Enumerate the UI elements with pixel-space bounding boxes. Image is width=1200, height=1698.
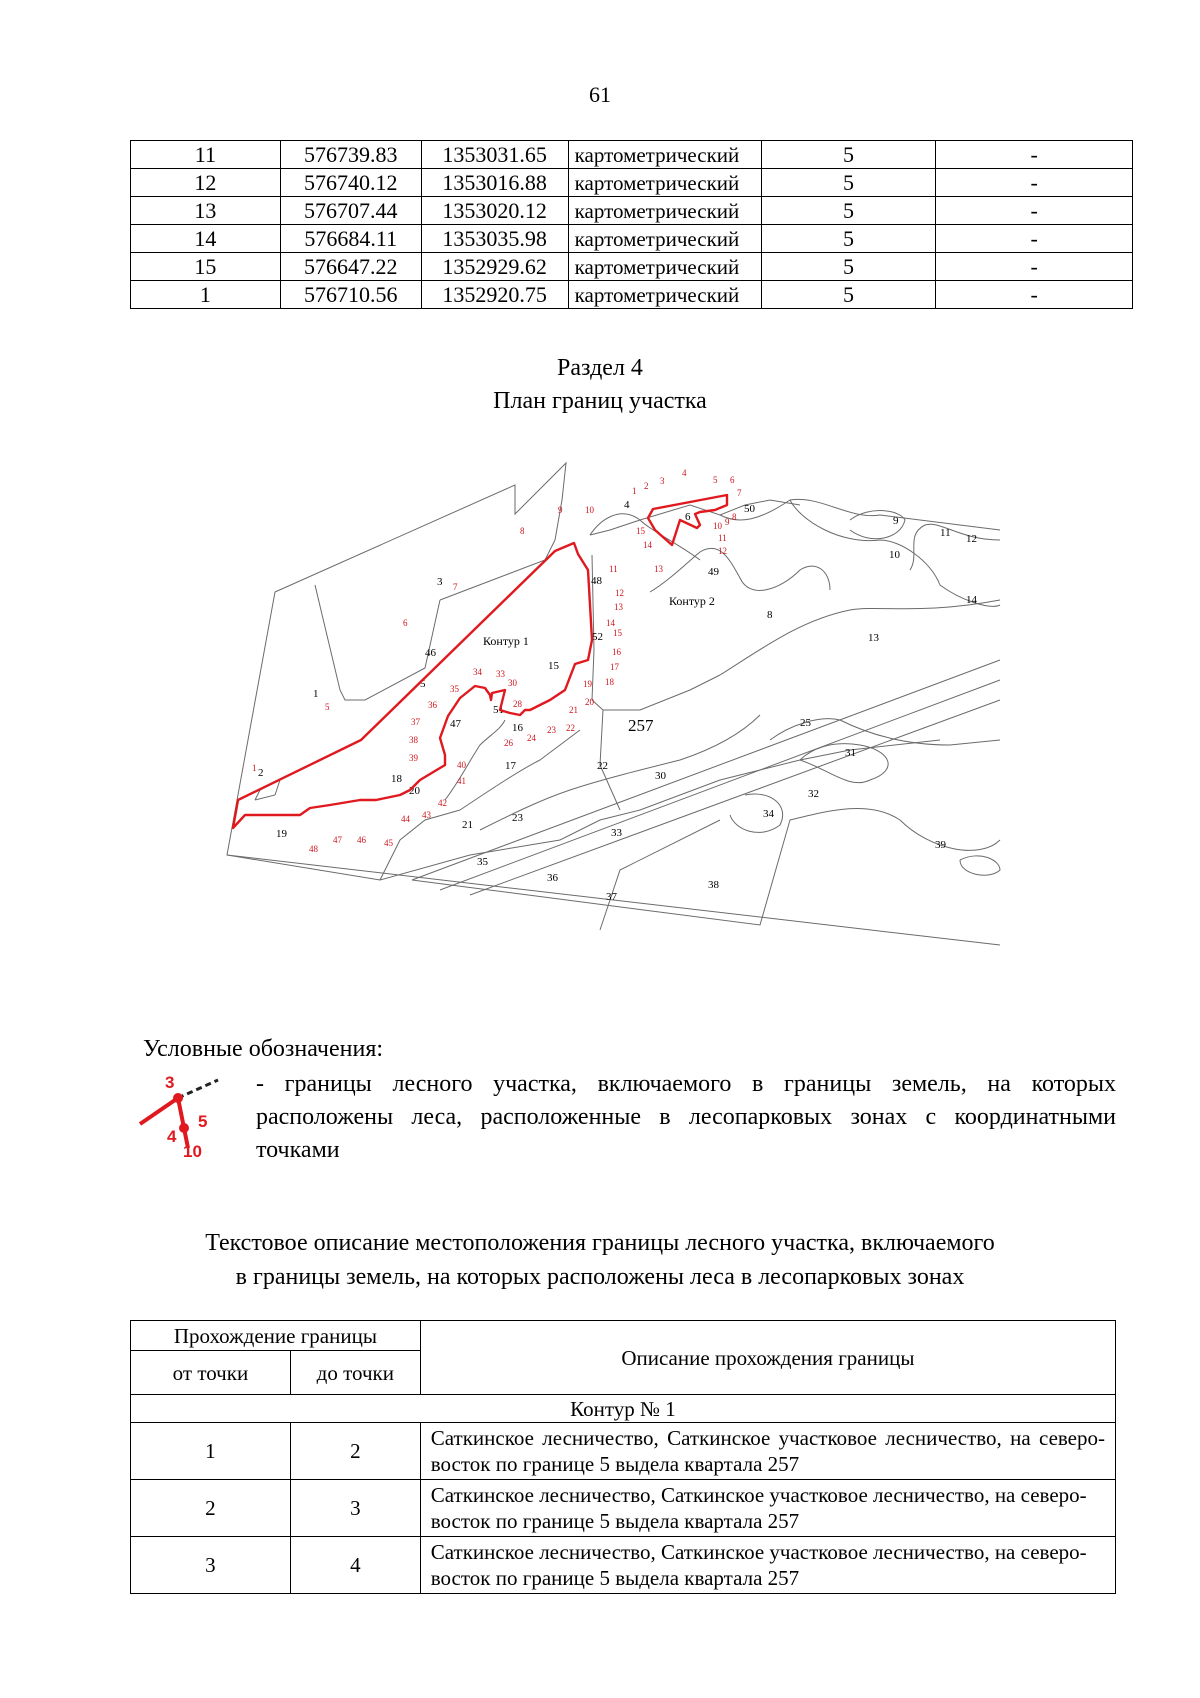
- cell-note: -: [936, 281, 1133, 309]
- cell-x: 576647.22: [280, 253, 421, 281]
- cell-y: 1353016.88: [421, 169, 568, 197]
- cell-from: 3: [131, 1537, 291, 1594]
- point-label: 6: [730, 475, 735, 485]
- point-label: 10: [713, 521, 722, 531]
- cell-n: 11: [131, 141, 281, 169]
- point-label: 40: [457, 760, 466, 770]
- point-label: 41: [457, 776, 466, 786]
- contour-row: Контур № 1: [131, 1395, 1116, 1423]
- point-label: 14: [643, 540, 652, 550]
- cell-x: 576710.56: [280, 281, 421, 309]
- boundary-plan-map: [230, 468, 1005, 965]
- point-label: 15: [613, 628, 622, 638]
- point-label: 45: [384, 838, 393, 848]
- vydel-label: 32: [808, 788, 819, 800]
- point-label: 8: [732, 512, 737, 522]
- point-label: 15: [636, 526, 645, 536]
- point-label: 43: [422, 810, 431, 820]
- section-title: Раздел 4: [557, 355, 643, 381]
- cell-n: 14: [131, 225, 281, 253]
- cell-x: 576684.11: [280, 225, 421, 253]
- cell-method: картометрический: [568, 169, 761, 197]
- point-label: 5: [325, 702, 330, 712]
- vydel-label: 21: [462, 819, 473, 831]
- cell-x: 576740.12: [280, 169, 421, 197]
- point-label: 8: [520, 526, 525, 536]
- vydel-label: 8: [767, 609, 773, 621]
- point-label: 17: [610, 662, 619, 672]
- contour-2-label: Контур 2: [669, 594, 715, 608]
- legend-point-4: 4: [167, 1127, 177, 1146]
- point-label: 5: [713, 475, 718, 485]
- vydel-label: 39: [935, 839, 946, 851]
- table-row: [131, 141, 1133, 169]
- table-row: [131, 281, 1133, 309]
- point-label: 13: [654, 564, 663, 574]
- cell-text: Саткинское лесничество, Саткинское участковое лесничество, на северо-восток по границе 5 выдела квартала 257: [420, 1537, 1115, 1594]
- cell-method: картометрический: [568, 197, 761, 225]
- vydel-label: 12: [966, 533, 977, 545]
- table-row: [131, 225, 1133, 253]
- cell-note: -: [936, 253, 1133, 281]
- point-label: 37: [411, 717, 420, 727]
- point-label: 9: [558, 505, 563, 515]
- vydel-label: 31: [845, 747, 856, 759]
- point-label: 10: [585, 505, 594, 515]
- point-label: 36: [428, 700, 437, 710]
- cell-y: 1352929.62: [421, 253, 568, 281]
- boundary-description-table: [130, 1320, 1116, 1594]
- vydel-label: 18: [391, 773, 402, 785]
- cell-text: Саткинское лесничество, Саткинское участковое лесничество, на северо-восток по границе 5 выдела квартала 257: [420, 1480, 1115, 1537]
- vydel-label: 17: [505, 760, 516, 772]
- cell-method: картометрический: [568, 141, 761, 169]
- cell-accuracy: 5: [761, 253, 936, 281]
- point-label: 21: [569, 705, 578, 715]
- table-row: [131, 197, 1133, 225]
- vydel-label: 15: [548, 660, 559, 672]
- vydel-label: 5: [420, 678, 426, 690]
- point-label: 9: [725, 517, 730, 527]
- cell-accuracy: 5: [761, 169, 936, 197]
- cell-n: 12: [131, 169, 281, 197]
- point-label: 7: [453, 582, 458, 592]
- point-label: 12: [615, 588, 624, 598]
- vydel-label: 11: [940, 527, 951, 539]
- cell-from: 1: [131, 1423, 291, 1480]
- boundary-point-labels: [252, 468, 742, 854]
- vydel-label: 38: [708, 879, 719, 891]
- vydel-label: 51: [493, 704, 504, 716]
- point-label: 12: [718, 546, 727, 556]
- point-label: 18: [605, 677, 614, 687]
- vydel-label: 3: [437, 576, 443, 588]
- cell-method: картометрический: [568, 225, 761, 253]
- vydel-boundaries: [227, 463, 1000, 945]
- cell-accuracy: 5: [761, 225, 936, 253]
- cell-n: 15: [131, 253, 281, 281]
- cell-accuracy: 5: [761, 197, 936, 225]
- description-heading: [0, 1226, 1200, 1294]
- cell-note: -: [936, 225, 1133, 253]
- vydel-label: 25: [800, 717, 811, 729]
- cell-from: 2: [131, 1480, 291, 1537]
- vydel-label: 14: [966, 594, 977, 606]
- point-label: 23: [547, 725, 556, 735]
- point-label: 4: [682, 468, 687, 478]
- table-row: [131, 169, 1133, 197]
- vydel-label: 22: [597, 760, 608, 772]
- boundary-legend-icon: [140, 1072, 224, 1161]
- section-heading: [0, 352, 1200, 418]
- vydel-label: 20: [409, 785, 420, 797]
- vydel-label: 2: [258, 767, 264, 779]
- description-heading-line-1: Текстовое описание местоположения границы лесного участка, включаемого: [205, 1230, 995, 1256]
- cell-x: 576739.83: [280, 141, 421, 169]
- point-label: 39: [409, 753, 418, 763]
- page-number: 61: [589, 82, 611, 107]
- point-label: 13: [614, 602, 623, 612]
- cell-y: 1353031.65: [421, 141, 568, 169]
- point-label: 30: [508, 678, 517, 688]
- cell-method: картометрический: [568, 253, 761, 281]
- legend-title: Условные обозначения:: [143, 1036, 384, 1062]
- vydel-label: 34: [763, 808, 774, 820]
- point-label: 11: [609, 564, 618, 574]
- legend-point-3: 3: [165, 1073, 175, 1092]
- vydel-label: 6: [685, 511, 691, 523]
- legend-point-5: 5: [198, 1112, 208, 1131]
- vydel-label: 1: [313, 688, 319, 700]
- legend-description: - границы лесного участка, включаемого в границы земель, на которых расположены леса, расположенные в лесопарковых зонах с координатными точками: [256, 1071, 1116, 1163]
- vydel-label: 30: [655, 770, 666, 782]
- table-row: [131, 253, 1133, 281]
- vydel-label: 47: [450, 718, 461, 730]
- coordinates-table: [130, 140, 1133, 309]
- cell-accuracy: 5: [761, 141, 936, 169]
- header-description: Описание прохождения границы: [420, 1321, 1115, 1395]
- point-label: 14: [606, 618, 615, 628]
- cell-note: -: [936, 169, 1133, 197]
- table-row: [131, 1480, 1116, 1537]
- vydel-label: 35: [477, 856, 488, 868]
- table-row: [131, 1537, 1116, 1594]
- point-label: 48: [309, 844, 318, 854]
- vydel-label: 52: [592, 631, 603, 643]
- vydel-label: 10: [889, 549, 900, 561]
- point-label: 46: [357, 835, 366, 845]
- point-label: 19: [583, 679, 592, 689]
- cell-to: 3: [290, 1480, 420, 1537]
- cell-text: Саткинское лесничество, Саткинское участковое лесничество, на северо-восток по границе 5 выдела квартала 257: [420, 1423, 1115, 1480]
- vydel-label: 9: [893, 515, 899, 527]
- cell-y: 1353035.98: [421, 225, 568, 253]
- point-label: 3: [660, 476, 665, 486]
- vydel-label: 49: [708, 566, 719, 578]
- contour-1-label: Контур 1: [483, 634, 529, 648]
- point-label: 44: [401, 814, 410, 824]
- vydel-label: 23: [512, 812, 523, 824]
- point-label: 38: [409, 735, 418, 745]
- cell-method: картометрический: [568, 281, 761, 309]
- cell-to: 2: [290, 1423, 420, 1480]
- point-label: 1: [632, 486, 637, 496]
- description-heading-line-2: в границы земель, на которых расположены леса в лесопарковых зонах: [235, 1264, 965, 1290]
- vydel-label: 48: [591, 575, 602, 587]
- point-label: 28: [513, 699, 522, 709]
- vydel-label: 33: [611, 827, 622, 839]
- point-label: 2: [644, 481, 649, 491]
- vydel-label: 13: [868, 632, 879, 644]
- legend-point-10: 10: [183, 1142, 202, 1161]
- point-label: 26: [504, 738, 513, 748]
- point-label: 1: [252, 763, 257, 773]
- header-from-point: от точки: [131, 1351, 291, 1395]
- vydel-label: 50: [744, 503, 755, 515]
- vydel-label: 37: [606, 891, 617, 903]
- quarter-number: 257: [628, 716, 654, 735]
- point-label: 24: [527, 733, 536, 743]
- point-label: 42: [438, 798, 447, 808]
- cell-n: 13: [131, 197, 281, 225]
- vydel-label: 4: [624, 499, 630, 511]
- cell-y: 1353020.12: [421, 197, 568, 225]
- cell-accuracy: 5: [761, 281, 936, 309]
- point-label: 22: [566, 723, 575, 733]
- point-label: 7: [737, 488, 742, 498]
- point-label: 16: [612, 647, 621, 657]
- cell-note: -: [936, 141, 1133, 169]
- cell-y: 1352920.75: [421, 281, 568, 309]
- point-label: 33: [496, 669, 505, 679]
- vydel-label: 16: [512, 722, 523, 734]
- point-label: 35: [450, 684, 459, 694]
- section-subtitle: План границ участка: [493, 388, 707, 414]
- point-label: 34: [473, 667, 482, 677]
- header-to-point: до точки: [290, 1351, 420, 1395]
- cell-note: -: [936, 197, 1133, 225]
- table-row: [131, 1423, 1116, 1480]
- cell-x: 576707.44: [280, 197, 421, 225]
- header-passage: Прохождение границы: [131, 1321, 421, 1351]
- cell-to: 4: [290, 1537, 420, 1594]
- point-label: 20: [585, 697, 594, 707]
- vydel-label: 46: [425, 647, 436, 659]
- cell-n: 1: [131, 281, 281, 309]
- point-label: 11: [718, 533, 727, 543]
- vydel-label: 36: [547, 872, 558, 884]
- vydel-label: 19: [276, 828, 287, 840]
- point-label: 6: [403, 618, 408, 628]
- point-label: 47: [333, 835, 342, 845]
